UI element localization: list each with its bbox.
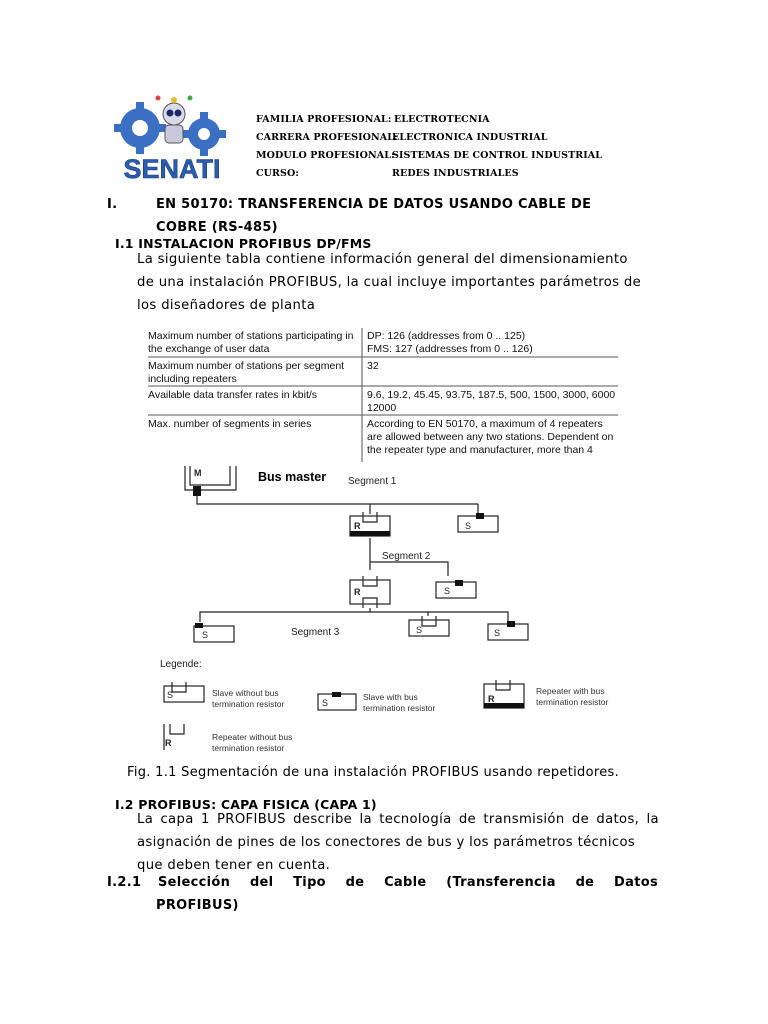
header-label: FAMILIA PROFESIONAL:	[256, 114, 392, 125]
table-cell-right	[367, 418, 618, 457]
table-cell-text: Available data transfer rates in kbit/s	[148, 389, 318, 401]
table-cell-right	[367, 330, 618, 356]
table-cell-left	[148, 330, 360, 356]
table-cell-text: 32	[367, 360, 379, 372]
legend-text: Repeater without bus	[212, 732, 293, 742]
header-row-carrera	[256, 132, 548, 143]
table-cell-text: the exchange of user data	[148, 343, 270, 355]
legend-slave-with-text	[363, 692, 435, 713]
table-cell-text: Max. number of segments in series	[148, 418, 312, 430]
paragraph-line: asignación de pines de los conectores de bus y los parámetros técnicos	[137, 835, 636, 850]
section-1-2-title: I.2 PROFIBUS: CAPA FISICA (CAPA 1)	[115, 797, 377, 812]
section-1-2-1-title-line2: PROFIBUS)	[156, 898, 239, 913]
header-row-modulo	[256, 150, 603, 161]
senati-logo	[112, 92, 232, 187]
legend-text: termination resistor	[363, 702, 436, 713]
section-1-number: I.	[107, 197, 118, 212]
slave-seg3-a-label: S	[202, 630, 209, 640]
segment-2-label: Segment 2	[382, 551, 431, 562]
title-word: de	[345, 875, 365, 890]
header-label: MODULO PROFESIONAL:	[256, 150, 395, 161]
segment-3-label: Segment 3	[291, 627, 340, 638]
legend-title: Legende:	[160, 659, 202, 670]
segmentation-diagram	[160, 466, 620, 756]
legend-repeater-without-label: R	[165, 738, 172, 748]
table-cell-text: Maximum number of stations per segment	[148, 360, 345, 372]
legend-slave-without-label: S	[167, 690, 174, 700]
header-value: ELECTROTECNIA	[394, 114, 490, 125]
segment-1-label: Segment 1	[348, 476, 397, 487]
table-cell-text: 9.6, 19.2, 45.45, 93.75, 187.5, 500, 1500, 3000, 6000	[367, 389, 616, 401]
header-row-curso	[256, 168, 519, 179]
slave-seg2-label: S	[444, 586, 451, 596]
paragraph-line: de una instalación PROFIBUS, la cual incluye importantes parámetros de	[137, 275, 642, 290]
legend-repeater-without-text	[212, 732, 292, 753]
header-value: SISTEMAS DE CONTROL INDUSTRIAL	[392, 150, 603, 161]
legend-repeater-with-text	[536, 686, 620, 707]
section-1-1-paragraph	[137, 248, 641, 317]
legend-repeater-with-label: R	[488, 694, 495, 704]
header-row-familia	[256, 114, 490, 125]
slave-1-label: S	[465, 521, 472, 531]
table-cell-left	[148, 360, 360, 386]
section-1-title-line1: EN 50170: TRANSFERENCIA DE DATOS USANDO CABLE DE	[156, 197, 592, 212]
header-value: REDES INDUSTRIALES	[392, 168, 519, 179]
table-cell-text: including repeaters	[148, 373, 237, 385]
table-cell-text: Maximum number of stations participating in	[148, 330, 354, 342]
legend-text: Slave without bus	[212, 688, 279, 698]
table-cell-right	[367, 389, 618, 415]
title-word: Selección	[158, 875, 231, 890]
table-cell-text: 12000	[367, 402, 397, 414]
table-cell-left	[148, 418, 360, 431]
legend-text: termination resistor	[212, 742, 285, 753]
repeater-1-label: R	[354, 521, 361, 531]
title-word: (Transferencia	[446, 875, 556, 890]
title-word: de	[575, 875, 595, 890]
legend-slave-with-label: S	[322, 698, 329, 708]
paragraph-line: los diseñadores de planta	[137, 298, 316, 313]
legend-slave-without-text	[212, 688, 284, 709]
bus-master-label: Bus master	[258, 470, 327, 484]
paragraph-line: que deben tener en cuenta.	[137, 858, 331, 873]
section-1-2-1-title-line1	[158, 875, 658, 890]
legend-text: Slave with bus	[363, 692, 418, 702]
section-1-title-line2: COBRE (RS-485)	[156, 220, 278, 235]
table-cell-text: DP: 126 (addresses from 0 .. 125)	[367, 330, 526, 342]
section-1-2-1-number: I.2.1	[107, 875, 142, 890]
logo-text: SENATI	[123, 154, 221, 184]
title-word: Tipo	[293, 875, 326, 890]
table-cell-text: FMS: 127 (addresses from 0 .. 126)	[367, 343, 533, 355]
header-label: CURSO:	[256, 168, 299, 179]
legend-text: termination resistor	[212, 698, 285, 709]
profibus-parameters-table	[148, 328, 618, 462]
figure-caption: Fig. 1.1 Segmentación de una instalación PROFIBUS usando repetidores.	[127, 765, 619, 780]
title-word: Datos	[614, 875, 658, 890]
table-cell-text: the repeater type and manufacturer, more than 4	[367, 444, 593, 456]
section-1-1-title: I.1 INSTALACION PROFIBUS DP/FMS	[115, 236, 372, 251]
table-cell-text: are allowed between any two stations. Dependent on	[367, 431, 614, 443]
slave-seg3-b-label: S	[416, 625, 423, 635]
slave-seg3-c-label: S	[494, 628, 501, 638]
legend-text: Repeater with bus	[536, 686, 605, 696]
table-cell-text: According to EN 50170, a maximum of 4 repeaters	[367, 418, 603, 430]
repeater-2-label: R	[354, 587, 361, 597]
header-label: CARRERA PROFESIONAL:	[256, 132, 398, 143]
paragraph-line: La siguiente tabla contiene información general del dimensionamiento	[137, 252, 628, 267]
paragraph-line: La capa 1 PROFIBUS describe la tecnología de transmisión de datos, la	[137, 812, 659, 827]
title-word: Cable	[384, 875, 427, 890]
title-word: del	[249, 875, 274, 890]
legend-text: termination resistor	[536, 696, 609, 707]
header-value: ELECTRONICA INDUSTRIAL	[392, 132, 548, 143]
table-cell-right	[367, 360, 618, 373]
table-cell-left	[148, 389, 360, 402]
master-box-label: M	[194, 468, 202, 478]
section-1-2-paragraph	[137, 808, 659, 877]
